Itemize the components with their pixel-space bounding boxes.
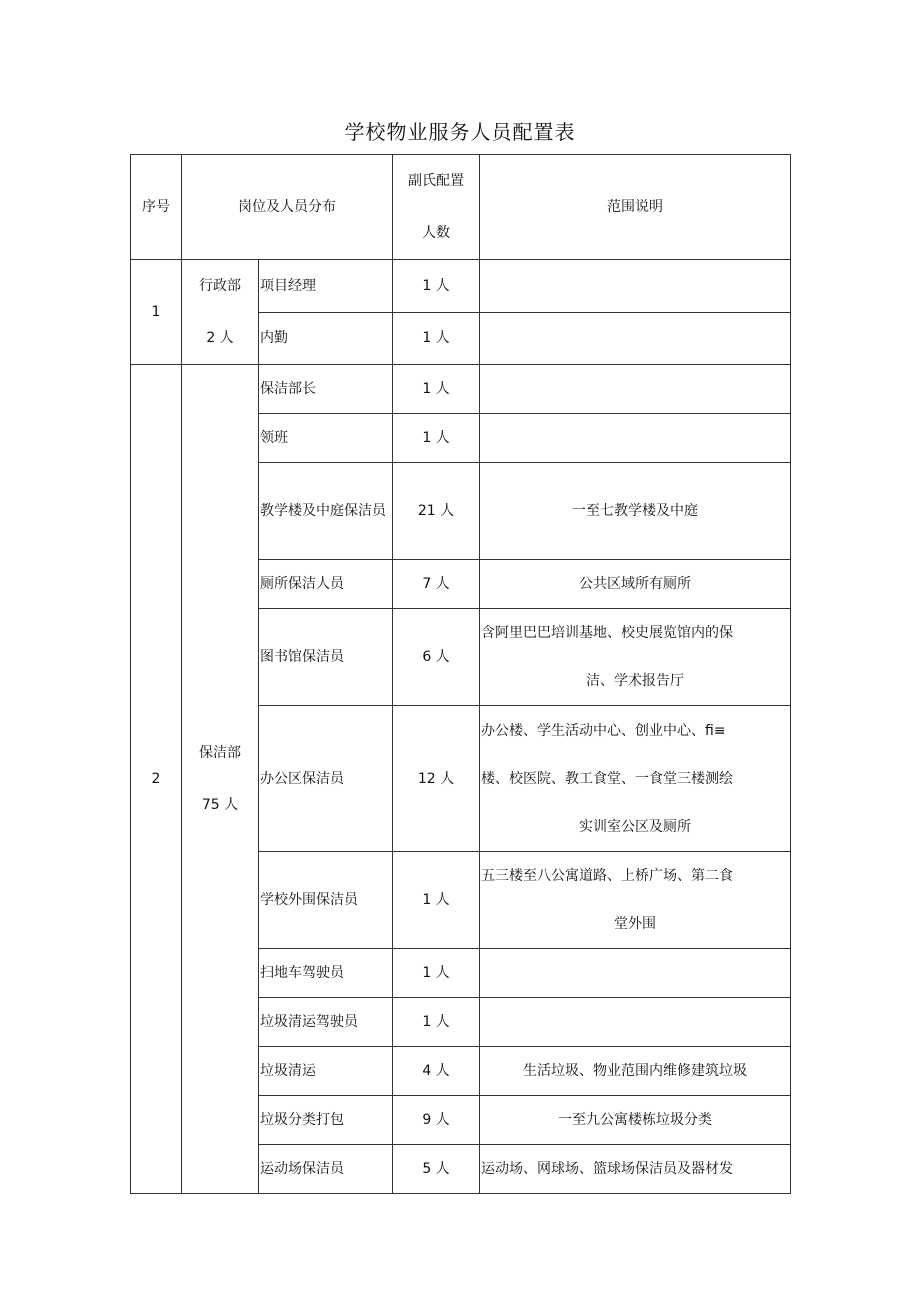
count-cell: 1 人 [393,998,480,1047]
role-cell: 垃圾分类打包 [259,1096,393,1145]
scope-cell [480,852,791,949]
section-no: 1 [131,260,182,365]
role-cell: 学校外围保洁员 [259,852,393,949]
count-cell: 1 人 [393,260,480,313]
role-cell: 教学楼及中庭保洁员 [259,463,393,560]
role-cell: 内勤 [259,312,393,365]
scope-cell [480,312,791,365]
scope-line: 洁、学术报告厅 [586,673,684,689]
role-cell: 图书馆保洁员 [259,609,393,706]
scope-cell [480,998,791,1047]
scope-cell: 一至七教学楼及中庭 [480,463,791,560]
role-cell: 运动场保洁员 [259,1145,393,1194]
scope-line: 楼、校医院、教工食堂、一食堂三楼测绘 [481,770,733,787]
count-cell: 1 人 [393,852,480,949]
count-cell: 7 人 [393,560,480,609]
table-row [131,260,791,313]
header-no: 序号 [131,155,182,260]
scope-line: 实训室公区及厕所 [579,818,691,835]
dept-cell [182,365,259,1194]
section-no: 2 [131,365,182,1194]
role-cell: 扫地车驾驶员 [259,949,393,998]
dept-cell [182,260,259,365]
role-cell: 垃圾清运 [259,1047,393,1096]
staff-table [130,154,791,1194]
scope-line: 含阿里巴巴培训基地、校史展览馆内的保 [481,625,733,641]
header-count [393,155,480,260]
count-cell: 12 人 [393,706,480,852]
scope-line: 五三楼至八公寓道路、上桥广场、第二食 [481,868,733,884]
header-scope: 范围说明 [480,155,791,260]
role-cell: 垃圾清运驾驶员 [259,998,393,1047]
count-cell: 1 人 [393,365,480,414]
scope-cell: 生活垃圾、物业范围内维修建筑垃圾 [480,1047,791,1096]
count-cell: 1 人 [393,312,480,365]
header-count-line1: 副氏配置 [408,173,464,189]
count-cell: 9 人 [393,1096,480,1145]
scope-line: 办公楼、学生活动中心、创业中心、fi≡ [481,722,726,739]
scope-cell: 公共区域所有厕所 [480,560,791,609]
role-cell: 保洁部长 [259,365,393,414]
table-header-row [131,155,791,260]
count-cell: 5 人 [393,1145,480,1194]
page-title: 学校物业服务人员配置表 [344,120,576,144]
role-cell: 领班 [259,414,393,463]
table-row [131,365,791,414]
dept-count: 75 人 [201,797,239,813]
scope-cell [480,260,791,313]
dept-name: 保洁部 [199,745,241,761]
scope-cell: 运动场、网球场、篮球场保洁员及器材发 [480,1145,791,1194]
scope-line: 堂外围 [614,916,656,932]
role-cell: 项目经理 [259,260,393,313]
header-count-line2: 人数 [422,225,450,241]
scope-cell [480,949,791,998]
dept-count: 2 人 [206,330,234,346]
count-cell: 1 人 [393,414,480,463]
scope-cell [480,414,791,463]
role-cell: 厕所保洁人员 [259,560,393,609]
scope-cell: 一至九公寓楼栋垃圾分类 [480,1096,791,1145]
scope-cell [480,706,791,852]
dept-name: 行政部 [199,278,241,294]
count-cell: 6 人 [393,609,480,706]
scope-cell [480,609,791,706]
header-position: 岗位及人员分布 [182,155,393,260]
count-cell: 1 人 [393,949,480,998]
count-cell: 21 人 [393,463,480,560]
role-cell: 办公区保洁员 [259,706,393,852]
scope-cell [480,365,791,414]
count-cell: 4 人 [393,1047,480,1096]
